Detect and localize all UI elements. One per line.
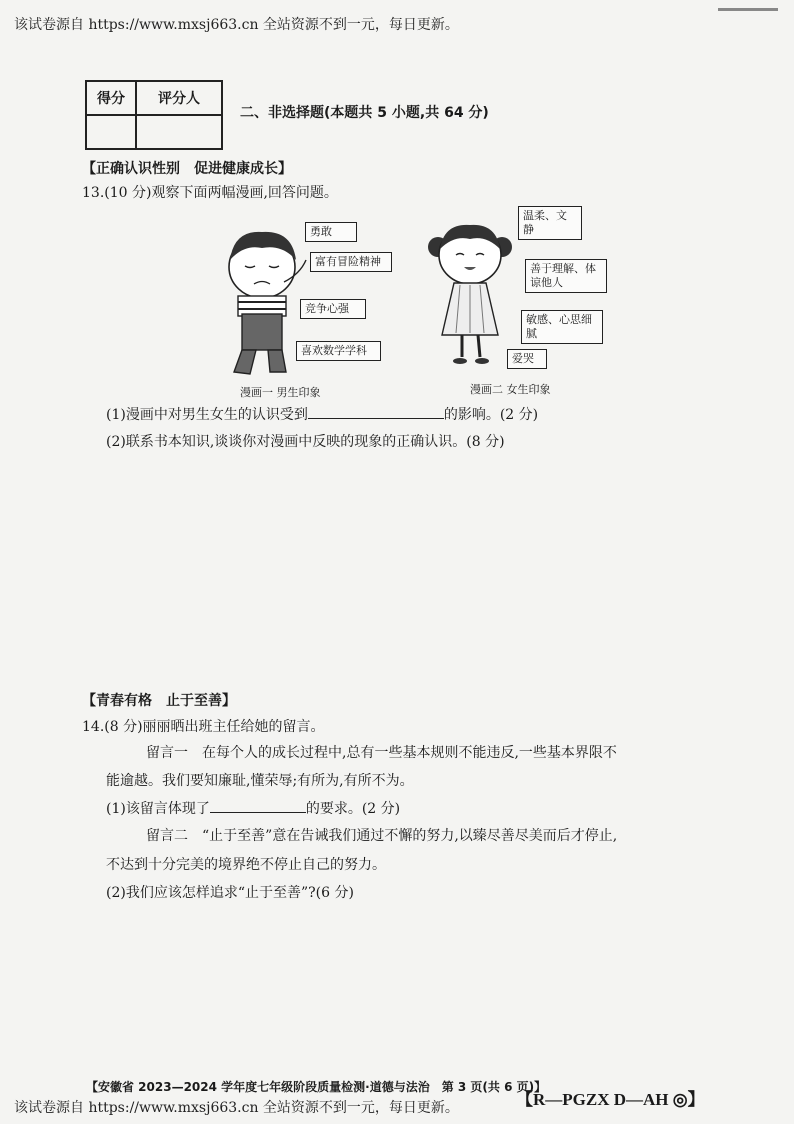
question-14: 14.(8 分)丽丽晒出班主任给她的留言。 [82, 719, 325, 735]
message-1-line2: 能逾越。我们要知廉耻,懂荣辱;有所为,有所不为。 [106, 773, 414, 789]
girl-label-sensitive: 敏感、心思细腻 [521, 310, 603, 344]
q13-sub2: (2)联系书本知识,谈谈你对漫画中反映的现象的正确认识。(8 分) [106, 434, 505, 450]
q14-answer-blank[interactable] [210, 798, 306, 813]
q14-sub1-suffix: 的要求。(2 分) [305, 801, 401, 817]
girl-label-cries: 爱哭 [507, 349, 547, 369]
q14-sub2: (2)我们应该怎样追求“止于至善”?(6 分) [106, 885, 354, 901]
watermark-top: 该试卷源自 https://www.mxsj663.cn 全站资源不到一元，每日更新。 [14, 17, 459, 33]
girl-label-gentle: 温柔、文静 [518, 206, 582, 240]
girl-label-understanding: 善于理解、体谅他人 [525, 259, 607, 293]
scan-mark [718, 8, 778, 11]
q13-sub1 [106, 404, 538, 424]
message-2-line2: 不达到十分完美的境界绝不停止自己的努力。 [106, 857, 386, 873]
q14-sub1 [106, 798, 400, 818]
boy-label-brave: 勇敢 [305, 222, 357, 242]
footer-info: 【安徽省 2023—2024 学年度七年级阶段质量检测·道德与法治 第 3 页(共 6 页)】 [86, 1080, 547, 1094]
part1-heading: 【正确认识性别 促进健康成长】 [82, 161, 292, 177]
q14-sub1-prefix: (1)该留言体现了 [106, 801, 210, 817]
watermark-bottom: 该试卷源自 https://www.mxsj663.cn 全站资源不到一元，每日更新。 [14, 1100, 459, 1116]
q13-sub1-prefix: (1)漫画中对男生女生的认识受到 [106, 407, 308, 423]
section-title: 二、非选择题(本题共 5 小题,共 64 分) [240, 105, 489, 121]
message-1-line1: 留言一 在每个人的成长过程中,总有一些基本规则不能违反,一些基本界限不 [146, 745, 617, 761]
score-header: 得分 [86, 81, 136, 115]
q13-answer-blank[interactable] [308, 404, 444, 419]
grader-header: 评分人 [136, 81, 222, 115]
caption-girl: 漫画二 女生印象 [470, 383, 551, 396]
boy-label-competitive: 竞争心强 [300, 299, 366, 319]
boy-label-adventurous: 富有冒险精神 [310, 252, 392, 272]
caption-boy: 漫画一 男生印象 [240, 386, 321, 399]
score-cell [86, 115, 136, 149]
grader-cell [136, 115, 222, 149]
footer-code: 【R—PGZX D—AH ◎】 [516, 1090, 705, 1109]
part2-heading: 【青春有格 止于至善】 [82, 693, 236, 709]
message-2-line1: 留言二 “止于至善”意在告诫我们通过不懈的努力,以臻尽善尽美而后才停止, [146, 828, 618, 844]
question-13: 13.(10 分)观察下面两幅漫画,回答问题。 [82, 185, 338, 201]
score-table [85, 80, 223, 150]
q13-sub1-suffix: 的影响。(2 分) [443, 407, 539, 423]
boy-label-math: 喜欢数学学科 [296, 341, 381, 361]
girl-cartoon-illustration [420, 205, 520, 375]
